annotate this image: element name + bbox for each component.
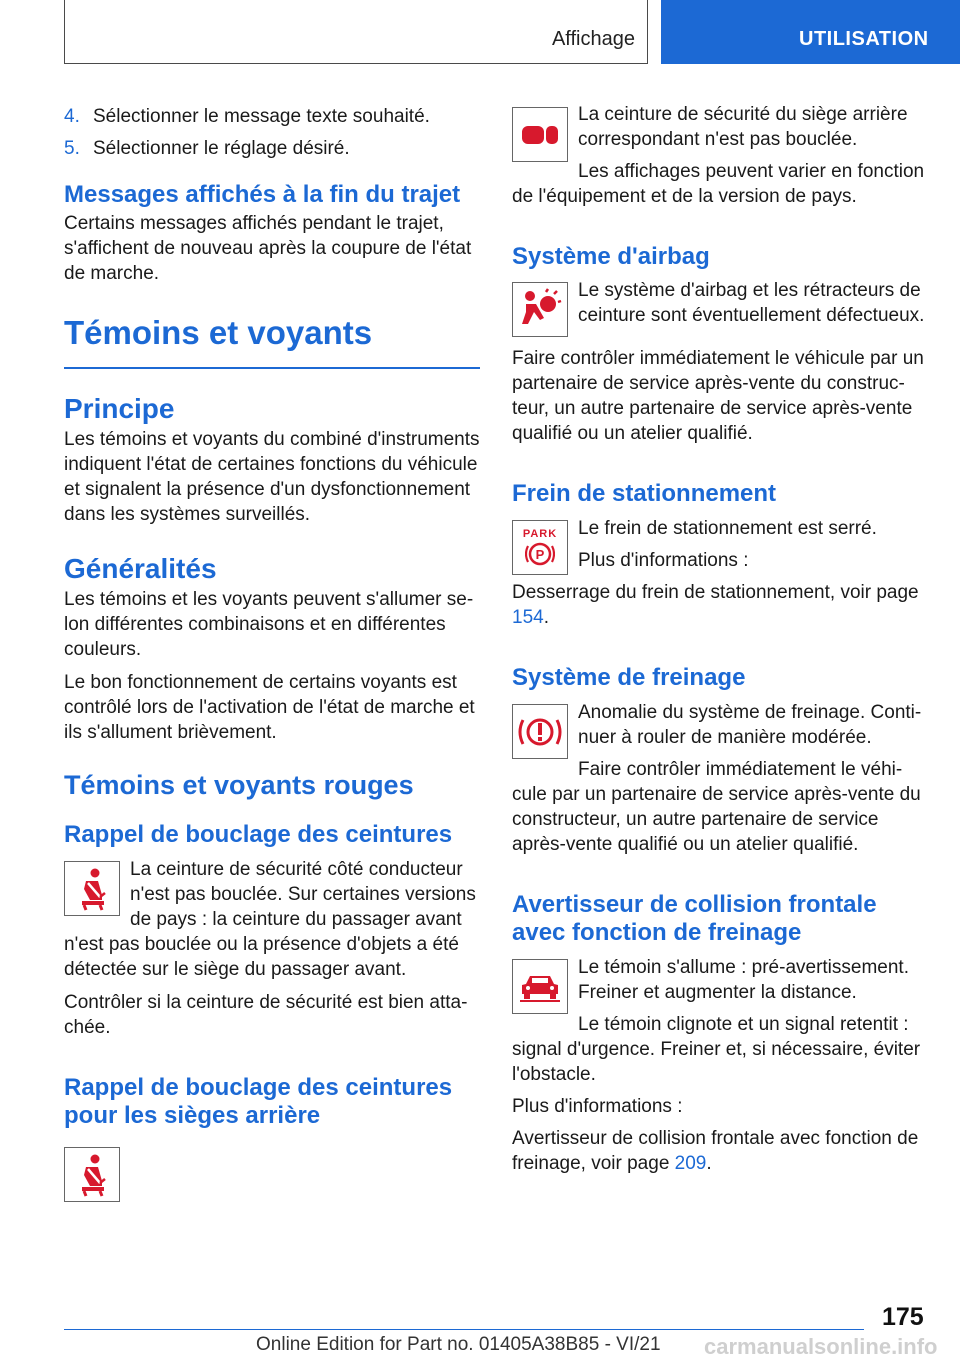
paragraph: Plus d'informations : xyxy=(512,1096,683,1117)
rear-belt-block xyxy=(512,102,928,209)
header-tab-utilisation[interactable]: UTILISATION xyxy=(661,0,960,64)
chapter-title: Témoins et voyants xyxy=(64,314,373,351)
collision-warning-block xyxy=(512,955,928,1087)
footer-rule xyxy=(64,1329,864,1330)
paragraph: Le système d'airbag et les rétracteurs de ceinture sont éventuellement défectueux. xyxy=(578,280,925,326)
text: . xyxy=(706,1153,712,1174)
list-item xyxy=(64,136,480,161)
paragraph: Faire contrôler immédiatement le véhicule par un partenaire de service après-vente du constructeur, un autre partenaire de service après-vente qualifié ou un atelier qualifié. xyxy=(512,759,921,855)
airbag-block xyxy=(512,278,928,328)
text: . xyxy=(543,607,549,628)
paragraph: Les témoins et les voyants peuvent s'allumer selon différentes combinaisons et en différentes couleurs. xyxy=(64,589,474,660)
airbag-warning-icon xyxy=(518,288,562,332)
belt-reminder-block xyxy=(64,857,480,982)
paragraph xyxy=(512,580,928,630)
section-heading-red-lights: Témoins et voyants rouges xyxy=(64,770,414,800)
left-column xyxy=(64,102,480,1204)
step-number: 5. xyxy=(64,138,80,159)
icon-frame xyxy=(512,704,568,759)
chapter-title-rule xyxy=(64,367,480,369)
list-item xyxy=(64,104,480,129)
rear-seat-indicator-icon xyxy=(520,120,560,150)
page-link-209[interactable]: 209 xyxy=(674,1153,707,1174)
paragraph xyxy=(512,1126,928,1176)
section-heading-airbag: Système d'airbag xyxy=(512,243,710,270)
brake-warning-icon xyxy=(517,714,563,750)
paragraph: La ceinture de sécurité du siège arrière correspondant n'est pas bouclée. xyxy=(578,104,908,150)
section-heading-collision-warning: Avertisseur de collision frontale avec fonction de freinage xyxy=(512,891,877,946)
parking-brake-icon xyxy=(525,540,555,568)
paragraph: Contrôler si la ceinture de sécurité est bien attachée. xyxy=(64,992,468,1038)
watermark: carmanualsonline.info xyxy=(704,1334,938,1359)
icon-frame xyxy=(512,282,568,337)
icon-frame xyxy=(64,861,120,916)
section-heading-brake-system: Système de freinage xyxy=(512,664,746,691)
step-text: Sélectionner le réglage désiré. xyxy=(93,138,350,159)
section-heading-generalites: Généralités xyxy=(64,553,217,584)
text: Desserrage du frein de stationnement, voir page xyxy=(512,582,919,603)
right-column xyxy=(512,102,928,1176)
step-number: 4. xyxy=(64,106,80,127)
footer-edition: Online Edition for Part no. 01405A38B85 - VI/21 xyxy=(256,1334,661,1355)
page-link-154[interactable]: 154 xyxy=(512,607,544,628)
rear-seatbelt-warning-icon xyxy=(72,1153,112,1197)
paragraph: Anomalie du système de freinage. Continuer à rouler de manière modérée. xyxy=(578,702,922,748)
paragraph: Certains messages affichés pendant le trajet, s'affichent de nouveau après la coupure de l'état de marche. xyxy=(64,213,472,284)
seatbelt-warning-icon xyxy=(72,867,112,911)
section-heading-rear-belt-reminder: Rappel de bouclage des ceintures pour les sièges arrière xyxy=(64,1074,453,1129)
paragraph: Faire contrôler immédiatement le véhicule par un partenaire de service après-vente du constructeur, un autre partenaire de service après-vente qualifié ou un atelier qualifié. xyxy=(512,348,924,444)
front-collision-warning-icon xyxy=(518,972,562,1002)
section-heading-parking-brake: Frein de stationnement xyxy=(512,480,777,507)
brake-system-block xyxy=(512,700,928,857)
paragraph: Le témoin s'allume : pré-avertissement. Freiner et augmenter la distance. xyxy=(578,957,909,1003)
paragraph: La ceinture de sécurité côté conducteur n'est pas bouclée. Sur certaines versions de pays : la ceinture du passager avant n'est pas bouclée ou la présence d'objets a été détectée sur le siège du passager avant. xyxy=(64,859,476,980)
paragraph: Le frein de stationnement est serré. xyxy=(578,518,877,539)
step-text: Sélectionner le message texte souhaité. xyxy=(93,106,430,127)
section-heading-end-messages: Messages affichés à la fin du trajet xyxy=(64,181,461,208)
icon-frame xyxy=(512,107,568,162)
section-heading-principe: Principe xyxy=(64,393,175,424)
page-number: 175 xyxy=(882,1303,924,1331)
text: Avertisseur de collision frontale avec fonction de freinage, voir page xyxy=(512,1128,919,1174)
section-heading-belt-reminder: Rappel de bouclage des ceintures xyxy=(64,821,453,848)
paragraph: Les affichages peuvent varier en fonction de l'équipement et de la version de pays. xyxy=(512,161,925,207)
header-section-title: Affichage xyxy=(551,28,635,50)
svg-text:P: P xyxy=(535,546,545,562)
icon-frame xyxy=(512,520,568,575)
paragraph: Les témoins et voyants du combiné d'instruments indiquent l'état de certaines fonctions du véhicule et signalent la présence d'un dysfonctionnement dans les systèmes surveillés. xyxy=(64,429,480,525)
paragraph: Plus d'informations : xyxy=(578,550,749,571)
parking-brake-block xyxy=(512,516,928,630)
park-icon-label: PARK xyxy=(522,527,558,540)
paragraph: Le bon fonctionnement de certains voyants est contrôlé lors de l'activation de l'état de marche et ils s'allument brièvement. xyxy=(64,672,475,743)
paragraph: Le témoin clignote et un signal retentit : signal d'urgence. Freiner et, si nécessaire, éviter l'obstacle. xyxy=(512,1014,921,1085)
icon-frame xyxy=(64,1147,120,1202)
icon-frame xyxy=(512,959,568,1014)
